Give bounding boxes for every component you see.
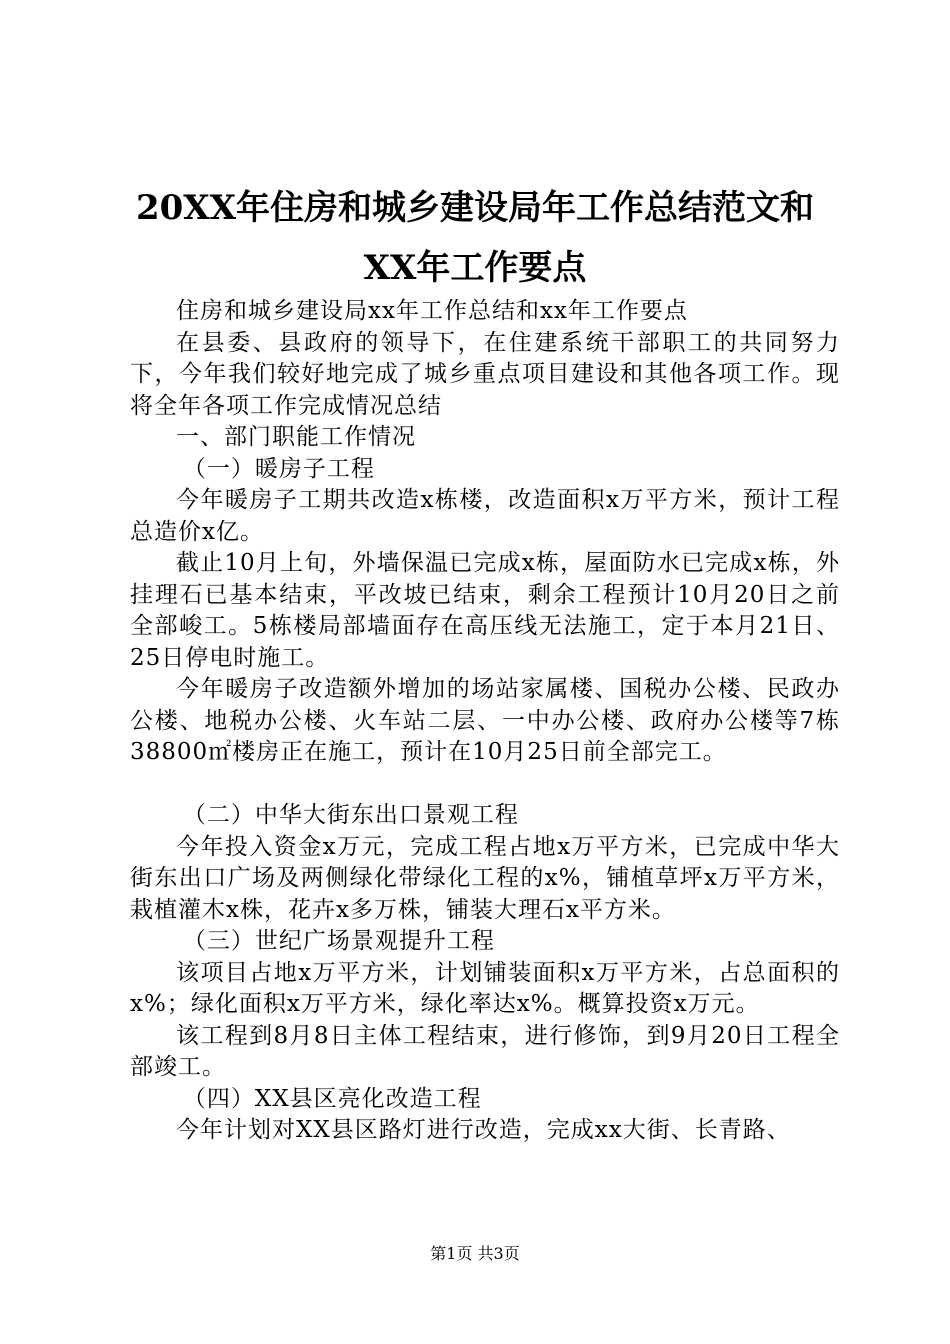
paragraph: 该工程到8月8日主体工程结束，进行修饰，到9月20日工程全部竣工。 <box>130 1022 840 1080</box>
paragraph: 该项目占地x万平方米，计划铺装面积x万平方米，占总面积的x%；绿化面积x万平方米，绿化率达x%。概算投资x万元。 <box>130 959 840 1017</box>
document-title-line-1: 20XX年住房和城乡建设局年工作总结范文和 <box>135 188 815 228</box>
heading-section-1: 一、部门职能工作情况 <box>176 424 416 450</box>
page-footer: 第1页 共3页 <box>430 1244 520 1263</box>
document-title-line-2: XX年工作要点 <box>363 248 587 288</box>
paragraph: 今年计划对XX县区路灯进行改造，完成xx大街、长青路、 <box>176 1117 791 1143</box>
paragraph: 今年暖房子改造额外增加的场站家属楼、国税办公楼、民政办公楼、地税办公楼、火车站二层、一中办公楼、政府办公楼等7栋38800㎡楼房正在施工，预计在10月25日前全部完工。 <box>130 676 840 765</box>
heading-subsection-2: （二）中华大街东出口景观工程 <box>182 802 519 828</box>
paragraph: 今年暖房子工期共改造x栋楼，改造面积x万平方米，预计工程总造价x亿。 <box>130 487 840 545</box>
heading-subsection-3: （三）世纪广场景观提升工程 <box>182 928 495 954</box>
paragraph-subtitle: 住房和城乡建设局xx年工作总结和xx年工作要点 <box>176 298 688 324</box>
paragraph: 今年投入资金x万元，完成工程占地x万平方米，已完成中华大街东出口广场及两侧绿化带绿化工程的x%，铺植草坪x万平方米，栽植灌木x株，花卉x多万株，铺装大理石x平方米。 <box>130 833 840 923</box>
document-body <box>130 296 840 1147</box>
heading-subsection-4: （四）XX县区亮化改造工程 <box>182 1085 482 1112</box>
blank-line <box>130 769 840 801</box>
heading-subsection-1: （一）暖房子工程 <box>182 455 375 482</box>
paragraph-intro: 在县委、县政府的领导下，在住建系统干部职工的共同努力下，今年我们较好地完成了城乡重点项目建设和其他各项工作。现将全年各项工作完成情况总结 <box>130 329 840 419</box>
paragraph: 截止10月上旬，外墙保温已完成x栋，屋面防水已完成x栋，外挂理石已基本结束，平改坡已结束，剩余工程预计10月20日之前全部峻工。5栋楼局部墙面存在高压线无法施工，定于本月21日、25日停电时施工。 <box>130 550 840 671</box>
